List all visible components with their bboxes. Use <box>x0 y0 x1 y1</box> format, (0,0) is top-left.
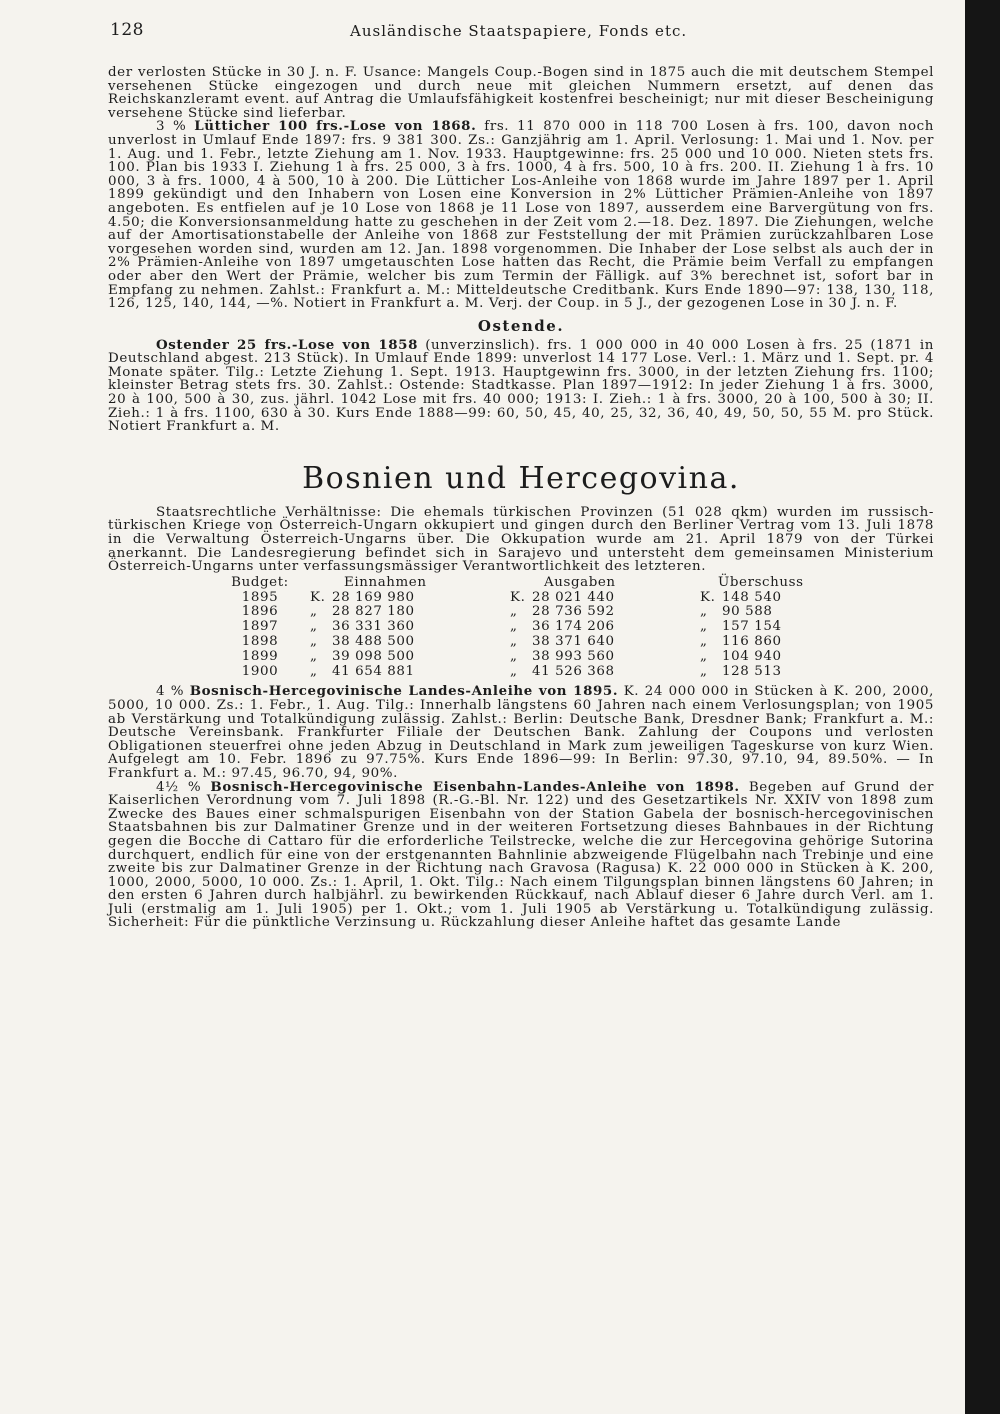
paragraph-eisenbahn <box>108 778 934 931</box>
budget-value: 39 098 500 <box>332 648 415 664</box>
section-heading-bosnien: Bosnien und Hercegovina. <box>302 460 740 496</box>
budget-row <box>210 650 840 665</box>
budget-income <box>310 650 510 665</box>
budget-expenses <box>510 665 700 680</box>
budget-row <box>210 591 840 606</box>
budget-expenses <box>510 591 700 606</box>
currency-marker: K. <box>700 589 716 605</box>
budget-header-row <box>210 576 840 591</box>
budget-header-surplus: Überschuss <box>718 574 804 590</box>
budget-expenses <box>510 605 700 620</box>
running-title: Ausländische Staatspapiere, Fonds etc. <box>350 22 688 40</box>
budget-surplus <box>700 620 840 635</box>
currency-marker: K. <box>310 589 326 605</box>
budget-income <box>310 665 510 680</box>
page-header <box>110 20 940 46</box>
currency-marker: „ <box>310 648 318 664</box>
interest-rate: 4½ % <box>156 779 202 795</box>
budget-year: 1900 <box>241 663 279 679</box>
budget-value: 28 021 440 <box>532 589 615 605</box>
page-content <box>108 66 934 930</box>
budget-value: 38 993 560 <box>532 648 615 664</box>
bond-title-landes-anleihe: Bosnisch-Hercegovinische Landes-Anleihe von 1895. <box>189 683 619 700</box>
currency-marker: „ <box>310 663 318 679</box>
currency-marker: „ <box>700 619 708 635</box>
budget-body <box>210 591 840 680</box>
paragraph-bosnien-intro: Staatsrechtliche Verhältnisse: Die ehemals türkischen Provinzen (51 028 qkm) wurden im russisch-türkischen Kriege von Österreich-Ungarn okkupiert und gingen durch den Berliner Vertrag vom 13. Juli 1878 in die Verwaltung Österreich-Ungarns über. Die Okkupation wurde am 21. April 1879 von der Türkei anerkannt. Die Landesregierung befindet sich in Sarajevo und untersteht dem gemeinsamen Ministerium Österreich-Ungarns unter verfassungsmässiger Verantwortlichkeit des letzteren. <box>108 504 934 575</box>
paragraph-continuation: der verlosten Stücke in 30 J. n. F. Usance: Mangels Coup.-Bogen sind in 1875 auch die mit deutschem Stempel versehenen Stücke eingezogen und durch neue mit gleichen Nummern ersetzt, auf denen das Reichskanzleramt event. auf Antrag die Umlaufsfähigkeit kostenfrei bescheinigt; nur mit dieser Bescheinigung versehene Stücke sind lieferbar. <box>108 65 934 121</box>
budget-surplus <box>700 605 840 620</box>
budget-expenses <box>510 650 700 665</box>
interest-rate: 3 % <box>156 119 187 135</box>
budget-value: 116 860 <box>722 634 782 649</box>
bond-description-luettich: frs. 11 870 000 in 118 700 Losen à frs. 100, davon noch unverlost in Umlauf Ende 1897: frs. 9 381 300. Zs.: Ganzjährig am 1. April. Verlosung: 1. Mai und 1. Nov. per 1. Aug. und 1. Febr., letzte Ziehung am 1. Nov. 1933. Hauptgewinne: frs. 25 000 und 10 000. Nieten stets frs. 100. Plan bis 1933 I. Ziehung 1 à frs. 25 000, 3 à frs. 1000, 4 à frs. 500, 10 à frs. 200. II. Ziehung 1 à frs. 10 000, 3 à frs. 1000, 4 à 500, 10 à 200. Die Lütticher Los-Anleihe von 1868 wurde im Jahre 1897 per 1. April 1899 gekündigt und den Inhabern von Losen eine Konversion in 2% Lütticher Prämien-Anleihe von 1897 angeboten. Es entfielen auf je 10 Lose von 1868 je 11 Lose von 1897, ausserdem eine Barvergütung von frs. 4.50; die Konversionsanmeldung hatte zu geschehen in der Zeit vom 2.—18. Dez. 1897. Die Ziehungen, welche auf der Amortisationstabelle der Anleihe von 1868 zur Feststellung der mit Prämien zurückzahlbaren Lose vorgesehen worden sind, wurden am 12. Jan. 1898 vorgenommen. Die Inhaber der Lose selbst als auch der in 2% Prämien-Anleihe von 1897 umgetauschten Lose hatten das Recht, die Prämie beim Verfall zu empfangen oder aber den Wert der Prämie, welcher bis zum Termin der Fälligk. auf 3% berechnet ist, sofort bar in Empfang zu nehmen. Zahlst.: Frankfurt a. M.: Mitteldeutsche Creditbank. Kurs Ende 1890—97: 138, 130, 118, 126, 125, 140, 144, —%. Notiert in Frankfurt a. M. Verj. der Coup. in 5 J., der gezogenen Lose in 30 J. n. F. <box>108 119 935 312</box>
budget-surplus <box>700 665 840 680</box>
currency-marker: „ <box>700 604 708 620</box>
currency-marker: „ <box>700 634 708 649</box>
budget-year: 1895 <box>241 589 279 605</box>
currency-marker: „ <box>700 648 708 664</box>
budget-value: 41 654 881 <box>332 663 415 679</box>
budget-year: 1897 <box>241 619 279 635</box>
budget-value: 36 174 206 <box>532 619 615 635</box>
currency-marker: „ <box>700 663 708 679</box>
budget-header-label: Budget: <box>231 574 289 590</box>
currency-marker: „ <box>510 634 518 649</box>
budget-income <box>310 591 510 606</box>
paragraph-luettich <box>108 120 934 310</box>
bond-description-landes-anleihe: K. 24 000 000 in Stücken à K. 200, 2000, 5000, 10 000. Zs.: 1. Febr., 1. Aug. Tilg.: Innerhalb längstens 60 Jahren nach einem Verlosungsplan; von 1905 ab Verstärkung und Totalkündigung zulässig. Zahlst.: Berlin: Deutsche Bank, Dresdner Bank; Frankfurt a. M.: Deutsche Vereinsbank. Frankfurter Filiale der Deutschen Bank. Zahlung der Coupons und verlosten Obligationen steuerfrei ohne jeden Abzug in Deutschland in Mark zum jeweiligen Tageskurse von kurz Wien. Aufgelegt am 10. Febr. 1896 zu 97.75%. Kurs Ende 1896—99: In Berlin: 97.30, 97.10, 94, 89.50%. — In Frankfurt a. M.: 97.45, 96.70, 94, 90%. <box>108 684 934 781</box>
budget-year: 1899 <box>241 648 279 664</box>
budget-header-income: Einnahmen <box>344 574 427 590</box>
budget-surplus <box>700 591 840 606</box>
budget-value: 90 588 <box>722 604 773 620</box>
budget-expenses <box>510 635 700 650</box>
currency-marker: „ <box>510 619 518 635</box>
bond-description-ostende: (unverzinslich). frs. 1 000 000 in 40 000 Losen à frs. 25 (1871 in Deutschland abgest. 213 Stück). In Umlauf Ende 1899: unverlost 14 177 Lose. Verl.: 1. März und 1. Sept. pr. 4 Monate später. Tilg.: Letzte Ziehung 1. Sept. 1913. Hauptgewinn frs. 3000, in der letzten Ziehung frs. 1100; kleinster Betrag stets frs. 30. Zahlst.: Ostende: Stadtkasse. Plan 1897—1912: In jeder Ziehung 1 à frs. 3000, 20 à 100, 500 à 30, zus. jährl. 1042 Lose mit frs. 40 000; 1913: I. Zieh.: 1 à frs. 3000, 20 à 100, 500 à 30; II. Zieh.: 1 à frs. 1100, 630 à 30. Kurs Ende 1888—99: 60, 50, 45, 40, 25, 32, 36, 40, 49, 50, 50, 55 M. pro Stück. Notiert Frankfurt a. M. <box>108 337 934 435</box>
budget-surplus <box>700 650 840 665</box>
budget-income <box>310 635 510 650</box>
budget-value: 128 513 <box>722 663 782 679</box>
budget-row <box>210 620 840 635</box>
budget-header-expenses: Ausgaben <box>544 574 616 590</box>
section-heading-ostende: Ostende. <box>477 316 565 335</box>
paragraph-landes-anleihe <box>108 685 934 780</box>
interest-rate: 4 % <box>156 684 185 700</box>
budget-value: 38 371 640 <box>532 634 615 649</box>
paragraph-ostende <box>108 336 934 435</box>
budget-value: 36 331 360 <box>332 619 415 635</box>
budget-income <box>310 620 510 635</box>
scan-edge <box>965 0 1000 1414</box>
bond-title-luettich: Lütticher 100 frs.-Lose von 1868. <box>194 118 477 135</box>
page-number: 128 <box>110 20 144 40</box>
budget-value: 104 940 <box>722 648 782 664</box>
currency-marker: „ <box>510 663 518 679</box>
budget-value: 28 827 180 <box>332 604 415 620</box>
budget-value: 148 540 <box>722 589 782 605</box>
budget-expenses <box>510 620 700 635</box>
budget-table <box>210 576 840 680</box>
budget-income <box>310 605 510 620</box>
budget-surplus <box>700 635 840 650</box>
budget-value: 28 736 592 <box>532 604 615 620</box>
bond-title-eisenbahn: Bosnisch-Hercegovinische Eisenbahn-Landes-Anleihe von 1898. <box>210 778 740 795</box>
budget-value: 38 488 500 <box>332 634 415 649</box>
currency-marker: „ <box>310 604 318 620</box>
currency-marker: „ <box>310 619 318 635</box>
budget-row <box>210 635 840 650</box>
budget-value: 157 154 <box>722 619 782 635</box>
budget-value: 41 526 368 <box>532 663 615 679</box>
currency-marker: K. <box>510 589 526 605</box>
budget-value: 28 169 980 <box>332 589 415 605</box>
budget-year: 1896 <box>241 604 279 620</box>
bond-title-ostende: Ostender 25 frs.-Lose von 1858 <box>156 336 419 353</box>
bond-description-eisenbahn: Begeben auf Grund der Kaiserlichen Verordnung vom 7. Juli 1898 (R.-G.-Bl. Nr. 122) und des Gesetzartikels Nr. XXIV von 1898 zum Zwecke des Baues einer schmalspurigen Eisenbahn von der Station Gabela der bosnisch-hercegovinischen Staatsbahnen bis zur Dalmatiner Grenze und in der weiteren Fortsetzung dieses Bahnbaues in der Richtung gegen die Bocche di Cattaro für die erforderliche Teilstrecke, welche die zur Hercegovina gehörige Sutorina durchquert, endlich für eine von der erstgenannten Bahnlinie abzweigende Flügelbahn nach Trebinje und eine zweite bis zur Dalmatiner Grenze in der Richtung nach Gravosa (Ragusa) K. 22 000 000 in Stücken à K. 200, 1000, 2000, 5000, 10 000. Zs.: 1. April, 1. Okt. Tilg.: Nach einem Tilgungsplan binnen längstens 60 Jahren; in den ersten 6 Jahren durch halbjährl. zu bewirkenden Rückkauf, nach Ablauf dieser 6 Jahre durch Verl. am 1. Juli (erstmalig am 1. Juli 1905) per 1. Okt.; vom 1. Juli 1905 ab Verstärkung u. Totalkündigung zulässig. Sicherheit: Für die pünktliche Verzinsung u. Rückzahlung dieser Anleihe haftet das gesamte Lande <box>108 779 934 931</box>
currency-marker: „ <box>510 604 518 620</box>
currency-marker: „ <box>510 648 518 664</box>
currency-marker: „ <box>310 634 318 649</box>
budget-row <box>210 605 840 620</box>
budget-row <box>210 665 840 680</box>
budget-year: 1898 <box>241 634 279 649</box>
